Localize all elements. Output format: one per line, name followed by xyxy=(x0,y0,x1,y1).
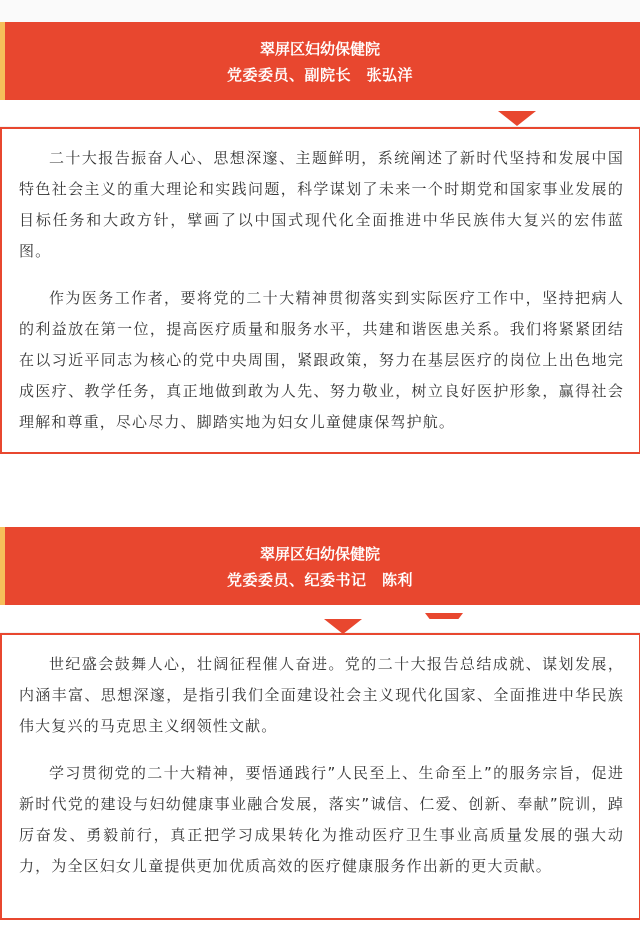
section-1-paragraph-1: 二十大报告振奋人心、思想深邃、主题鲜明，系统阐述了新时代坚持和发展中国特色社会主义的重大理论和实践问题，科学谋划了未来一个时期党和国家事业发展的目标任务和大政方针，擘画了以中国式现代化全面推进中华民族伟大复兴的宏伟蓝图。 xyxy=(19,149,624,260)
section-1-paragraph-2: 作为医务工作者，要将党的二十大精神贯彻落实到实际医疗工作中，坚持把病人的利益放在第一位，提高医疗质量和服务水平，共建和谐医患关系。我们将紧紧团结在以习近平同志为核心的党中央周围，紧跟政策，努力在基层医疗的岗位上出色地完成医疗、教学任务，真正地做到敢为人先、努力敬业，树立良好医护形象，赢得社会理解和尊重，尽心尽力、脚踏实地为妇女儿童健康保驾护航。 xyxy=(19,289,624,431)
section-2-content-box xyxy=(0,633,640,920)
section-1-org: 翠屏区妇幼保健院 xyxy=(259,40,380,58)
section-2-paragraph-2: 学习贯彻党的二十大精神，要悟通践行”人民至上、生命至上”的服务宗旨，促进新时代党的建设与妇幼健康事业融合发展，落实”诚信、仁爱、创新、奉献”院训，踔厉奋发、勇毅前行，真正把学习成果转化为推动医疗卫生事业高质量发展的强大动力，为全区妇女儿童提供更加优质高效的医疗健康服务作出新的更大贡献。 xyxy=(19,764,624,875)
section-1-pointer xyxy=(498,111,536,126)
section-2-banner xyxy=(0,527,640,605)
section-1-banner xyxy=(0,22,640,100)
banner-accent-stripe xyxy=(0,22,5,100)
top-spacer xyxy=(0,0,640,22)
section-2-org: 翠屏区妇幼保健院 xyxy=(259,545,380,563)
section-2-paragraph-1: 世纪盛会鼓舞人心，壮阔征程催人奋进。党的二十大报告总结成就、谋划发展，内涵丰富、思想深邃，是指引我们全面建设社会主义现代化国家、全面推进中华民族伟大复兴的马克思主义纲领性文献。 xyxy=(19,655,624,735)
section-2-tab-marker xyxy=(425,613,463,619)
section-2-pointer xyxy=(324,619,362,634)
section-spacer xyxy=(0,454,640,526)
section-1-title: 党委委员、副院长 张弘洋 xyxy=(226,66,413,84)
section-1-content-box xyxy=(0,127,640,454)
frame-top-border xyxy=(2,633,639,635)
section-2-title: 党委委员、纪委书记 陈利 xyxy=(226,571,413,589)
frame-top-border xyxy=(2,127,639,129)
banner-accent-stripe xyxy=(0,527,5,605)
